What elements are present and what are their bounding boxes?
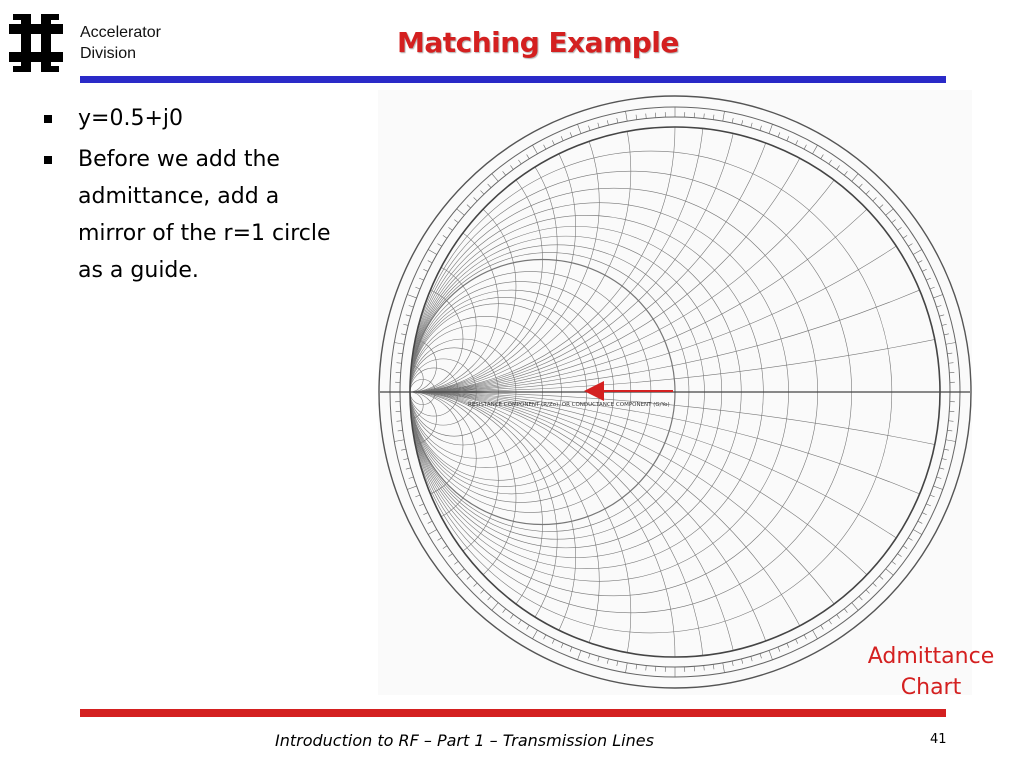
- bullet-text: Before we add the admittance, add a mirror of the r=1 circle as a guide.: [78, 147, 331, 283]
- fermilab-logo-icon: [9, 14, 63, 72]
- slide-title: Matching Example: [397, 26, 679, 59]
- bullet-item: [44, 141, 344, 289]
- figure-caption: [850, 641, 1012, 703]
- footer-text: Introduction to RF – Part 1 – Transmission Lines: [275, 731, 654, 750]
- header-divider: [80, 76, 946, 83]
- slide-number: 41: [930, 732, 947, 747]
- smith-chart-figure: [378, 90, 972, 695]
- footer-divider: [80, 709, 946, 717]
- bullet-square-icon: [44, 156, 52, 164]
- figure-caption-line2: Chart: [900, 675, 962, 700]
- bullet-text: y=0.5+j0: [78, 106, 183, 131]
- bullet-square-icon: [44, 115, 52, 123]
- bullet-item: [44, 100, 344, 137]
- axis-caption: RESISTANCE COMPONENT (R/Zo), OR CONDUCTANCE COMPONENT (G/Yo): [468, 402, 670, 408]
- division-label: [80, 22, 161, 64]
- division-label-line2: Division: [80, 45, 137, 62]
- figure-caption-line1: Admittance: [867, 644, 995, 669]
- division-label-line1: Accelerator: [80, 24, 161, 41]
- smith-chart-image: [378, 90, 972, 695]
- bullet-list: [44, 100, 344, 293]
